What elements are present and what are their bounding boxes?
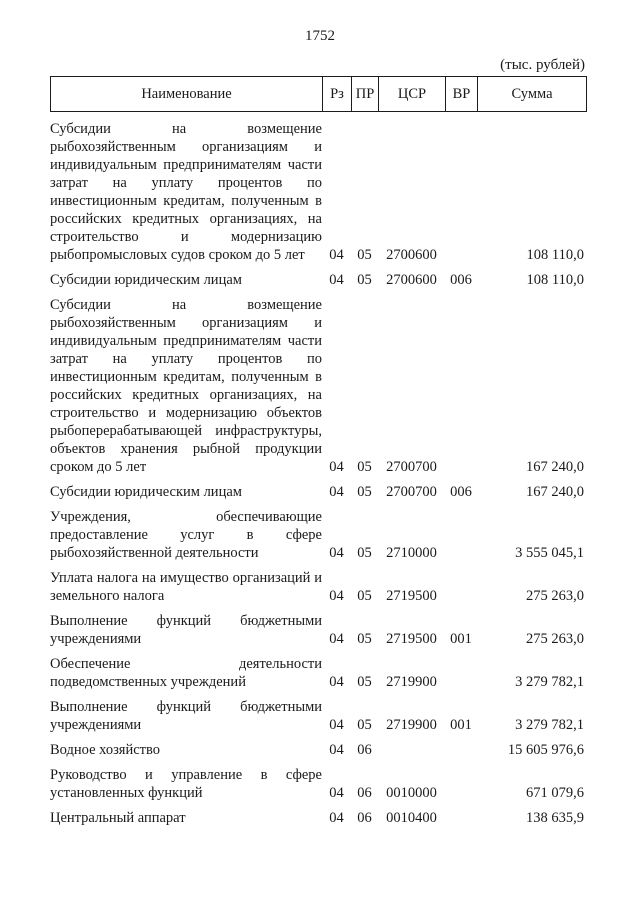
header-cell-vr: ВР <box>445 77 477 111</box>
table-row <box>50 698 587 734</box>
cell-csr: 2700600 <box>386 247 437 263</box>
cell-pr: 05 <box>357 484 372 500</box>
cell-pr: 05 <box>357 459 372 475</box>
table-row <box>50 271 587 289</box>
cell-vr: 001 <box>450 631 472 647</box>
cell-name: Уплата налога на имущество организаций и земельного налога <box>50 570 322 604</box>
cell-csr: 2700700 <box>386 459 437 475</box>
cell-sum: 275 263,0 <box>526 631 584 647</box>
header-cell-rz: Рз <box>322 77 351 111</box>
cell-name: Учреждения, обеспечивающие предоставление услуг в сфере рыбохозяйственной деятельности <box>50 509 322 561</box>
header-cell-csr: ЦСР <box>378 77 445 111</box>
cell-name: Обеспечение деятельности подведомственных учреждений <box>50 656 322 690</box>
cell-sum: 167 240,0 <box>526 484 584 500</box>
table-row <box>50 741 587 759</box>
cell-rz: 04 <box>329 545 344 561</box>
table-header <box>50 76 587 112</box>
cell-name: Руководство и управление в сфере установленных функций <box>50 767 322 801</box>
cell-csr: 2719900 <box>386 674 437 690</box>
cell-sum: 3 555 045,1 <box>515 545 584 561</box>
cell-sum: 3 279 782,1 <box>515 674 584 690</box>
cell-rz: 04 <box>329 272 344 288</box>
budget-table <box>50 76 587 827</box>
cell-sum: 3 279 782,1 <box>515 717 584 733</box>
header-cell-name: Наименование <box>141 86 232 102</box>
cell-csr: 2719500 <box>386 631 437 647</box>
cell-name: Субсидии юридическим лицам <box>50 272 242 288</box>
cell-pr: 05 <box>357 631 372 647</box>
cell-csr: 0010000 <box>386 785 437 801</box>
cell-pr: 05 <box>357 674 372 690</box>
cell-csr: 2700700 <box>386 484 437 500</box>
table-row <box>50 766 587 802</box>
header-cell-sum: Сумма <box>477 77 586 111</box>
table-body <box>50 112 587 827</box>
cell-pr: 06 <box>357 785 372 801</box>
cell-sum: 138 635,9 <box>526 810 584 826</box>
table-row <box>50 569 587 605</box>
cell-csr: 2719500 <box>386 588 437 604</box>
cell-name: Субсидии юридическим лицам <box>50 484 242 500</box>
cell-sum: 167 240,0 <box>526 459 584 475</box>
header-cell-pr: ПР <box>351 77 378 111</box>
cell-name: Субсидии на возмещение рыбохозяйственным организациям и индивидуальным предпринимателям части затрат на уплату процентов по инвестиционным кредитам, полученным в российских кредитных организациях, на строительство и модернизацию рыбопромысловых судов сроком до 5 лет <box>50 121 322 263</box>
cell-vr: 001 <box>450 717 472 733</box>
cell-pr: 05 <box>357 272 372 288</box>
cell-pr: 05 <box>357 588 372 604</box>
cell-rz: 04 <box>329 674 344 690</box>
cell-vr: 006 <box>450 272 472 288</box>
cell-sum: 108 110,0 <box>526 247 584 263</box>
table-row <box>50 612 587 648</box>
cell-rz: 04 <box>329 631 344 647</box>
units-label: (тыс. рублей) <box>500 57 585 73</box>
cell-rz: 04 <box>329 588 344 604</box>
cell-rz: 04 <box>329 459 344 475</box>
table-row <box>50 120 587 264</box>
cell-rz: 04 <box>329 742 344 758</box>
cell-pr: 06 <box>357 742 372 758</box>
cell-csr: 2700600 <box>386 272 437 288</box>
table-row <box>50 508 587 562</box>
cell-name: Центральный аппарат <box>50 810 186 826</box>
table-row <box>50 296 587 476</box>
page-number: 1752 <box>305 28 335 44</box>
cell-rz: 04 <box>329 484 344 500</box>
cell-sum: 108 110,0 <box>526 272 584 288</box>
cell-name: Субсидии на возмещение рыбохозяйственным организациям и индивидуальным предпринимателям части затрат на уплату процентов по инвестиционным кредитам, полученным в российских кредитных организациях, на строительство и модернизацию объектов рыбоперерабатывающей инфраструктуры, объектов хранения рыбной продукции сроком до 5 лет <box>50 297 322 475</box>
cell-name: Водное хозяйство <box>50 742 161 758</box>
cell-pr: 05 <box>357 247 372 263</box>
cell-pr: 05 <box>357 545 372 561</box>
cell-sum: 671 079,6 <box>526 785 584 801</box>
cell-vr: 006 <box>450 484 472 500</box>
cell-sum: 275 263,0 <box>526 588 584 604</box>
cell-rz: 04 <box>329 810 344 826</box>
table-row <box>50 483 587 501</box>
cell-sum: 15 605 976,6 <box>507 742 584 758</box>
table-row <box>50 655 587 691</box>
table-row <box>50 809 587 827</box>
cell-rz: 04 <box>329 717 344 733</box>
cell-name: Выполнение функций бюджетными учреждениями <box>50 613 322 647</box>
cell-csr: 2710000 <box>386 545 437 561</box>
cell-csr: 2719900 <box>386 717 437 733</box>
cell-csr: 0010400 <box>386 810 437 826</box>
cell-pr: 05 <box>357 717 372 733</box>
cell-name: Выполнение функций бюджетными учреждениями <box>50 699 322 733</box>
cell-rz: 04 <box>329 247 344 263</box>
cell-rz: 04 <box>329 785 344 801</box>
cell-pr: 06 <box>357 810 372 826</box>
